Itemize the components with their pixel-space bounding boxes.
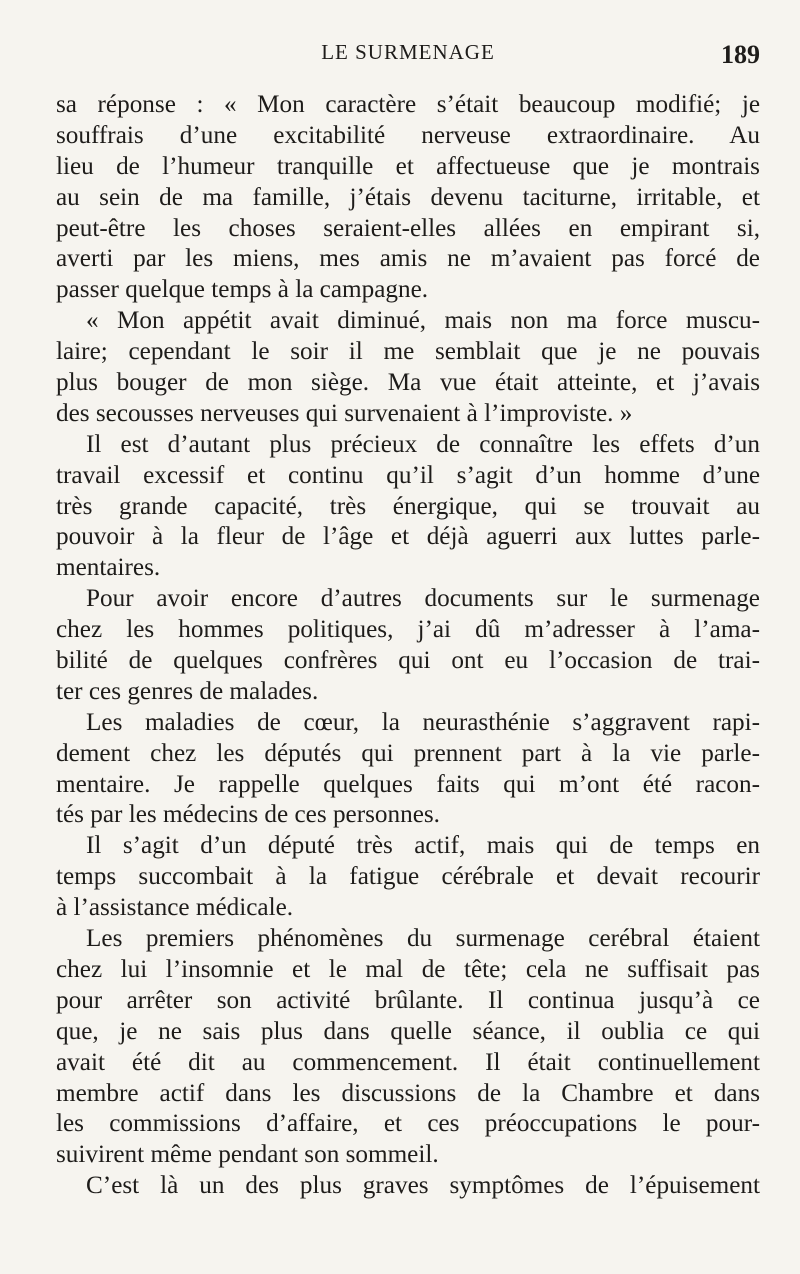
text-line: lieu de l’humeur tranquille et affectueuse que je montrais	[56, 152, 760, 180]
text-line: tés par les médecins de ces personnes.	[56, 801, 440, 829]
page-number: 189	[721, 40, 760, 69]
text-line: Il s’agit d’un député très actif, mais qui de temps en	[86, 832, 760, 860]
text-line: que, je ne sais plus dans quelle séance, il oublia ce qui	[56, 1017, 760, 1045]
text-line: Pour avoir encore d’autres documents sur le surmenage	[86, 585, 760, 613]
text-line: dement chez les députés qui prennent part à la vie parle-	[56, 739, 760, 767]
text-line: plus bouger de mon siège. Ma vue était atteinte, et j’avais	[56, 369, 760, 397]
text-line: suivirent même pendant son sommeil.	[56, 1141, 439, 1169]
text-line: souffrais d’une excitabilité nerveuse extraordinaire. Au	[56, 121, 760, 149]
text-line: temps succombait à la fatigue cérébrale et devait recourir	[56, 863, 760, 891]
text-line: chez les hommes politiques, j’ai dû m’adresser à l’ama-	[56, 616, 760, 644]
page-header	[56, 40, 760, 80]
text-line: sa réponse : « Mon caractère s’était beaucoup modifié; je	[56, 91, 760, 118]
text-line: des secousses nerveuses qui survenaient à l’improviste. »	[56, 399, 633, 427]
text-line: laire; cependant le soir il me semblait que je ne pouvais	[56, 338, 760, 366]
text-line: Les maladies de cœur, la neurasthénie s’aggravent rapi-	[86, 708, 760, 736]
text-line: Les premiers phénomènes du surmenage cerébral étaient	[86, 925, 760, 953]
text-line: très grande capacité, très énergique, qui se trouvait au	[56, 492, 760, 520]
text-line: Il est d’autant plus précieux de connaître les effets d’un	[86, 430, 760, 458]
text-line: C’est là un des plus graves symptômes de l’épuisement	[86, 1172, 760, 1200]
text-line: mentaires.	[56, 554, 161, 582]
running-title: LE SURMENAGE	[321, 40, 495, 64]
text-line: mentaire. Je rappelle quelques faits qui m’ont été racon-	[56, 770, 760, 798]
text-line: passer quelque temps à la campagne.	[56, 276, 429, 304]
text-line: chez lui l’insomnie et le mal de tête; cela ne suffisait pas	[56, 955, 760, 983]
text-line: travail excessif et continu qu’il s’agit d’un homme d’une	[56, 461, 760, 489]
text-line: « Mon appétit avait diminué, mais non ma force muscu-	[86, 307, 760, 335]
text-line: avait été dit au commencement. Il était continuellement	[56, 1048, 760, 1076]
text-line: les commissions d’affaire, et ces préoccupations le pour-	[56, 1110, 760, 1138]
text-line: bilité de quelques confrères qui ont eu l’occasion de trai-	[56, 647, 760, 675]
text-line: averti par les miens, mes amis ne m’avaient pas forcé de	[56, 245, 760, 273]
body-text	[56, 90, 760, 1202]
text-line: pour arrêter son activité brûlante. Il continua jusqu’à ce	[56, 986, 760, 1014]
text-line: ter ces genres de malades.	[56, 677, 319, 705]
text-line: peut-être les choses seraient-elles allées en empirant si,	[56, 214, 760, 242]
text-line: pouvoir à la fleur de l’âge et déjà aguerri aux luttes parle-	[56, 523, 760, 551]
text-line: au sein de ma famille, j’étais devenu taciturne, irritable, et	[56, 183, 760, 211]
text-line: membre actif dans les discussions de la Chambre et dans	[56, 1079, 760, 1107]
text-line: à l’assistance médicale.	[56, 894, 294, 922]
